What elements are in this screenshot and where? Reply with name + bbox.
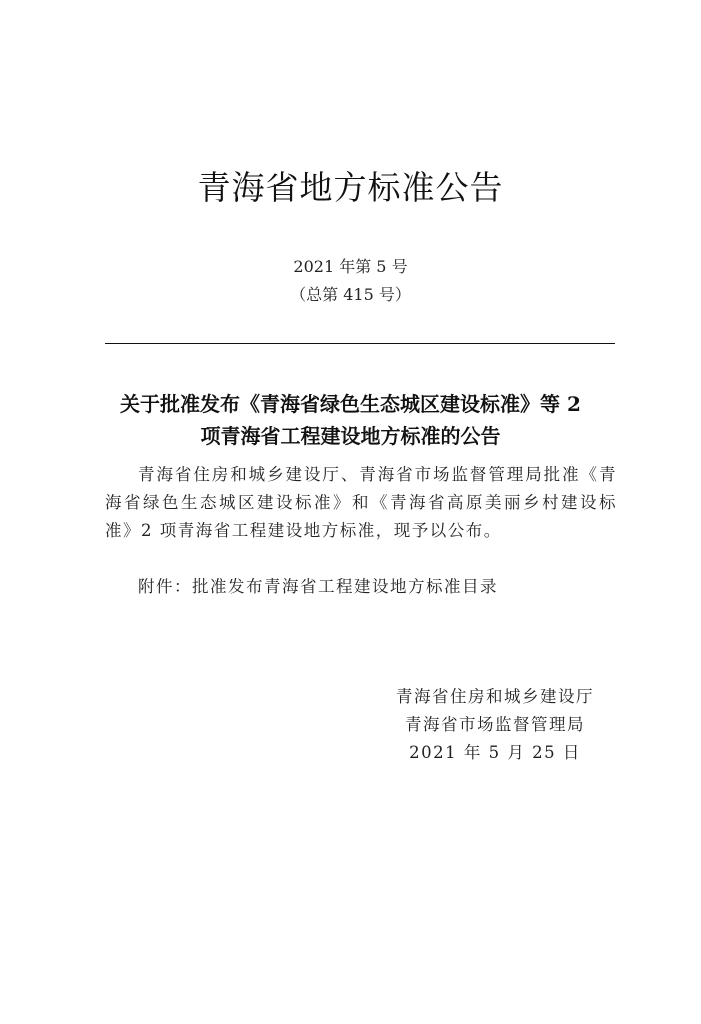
page-title: 青海省地方标准公告 [197, 168, 504, 207]
issue-total-number: （总第 415 号） [290, 285, 411, 304]
issue-date: 2021 年 5 月 25 日 [409, 743, 581, 762]
attachment-line: 附件：批准发布青海省工程建设地方标准目录 [138, 577, 498, 596]
issuer-housing-department: 青海省住房和城乡建设厅 [396, 687, 594, 706]
signature-block [380, 683, 610, 767]
notice-body: 青海省住房和城乡建设厅、青海省市场监督管理局批准《青海省绿色生态城区建设标准》和《青海省高原美丽乡村建设标准》2 项青海省工程建设地方标准，现予以公布。 [105, 465, 617, 540]
notice-title: 关于批准发布《青海省绿色生态城区建设标准》等 2 项青海省工程建设地方标准的公告 [120, 392, 581, 448]
issue-number: 2021 年第 5 号 [293, 257, 408, 276]
issuer-market-regulation: 青海省市场监督管理局 [405, 715, 585, 734]
header-divider [105, 343, 615, 344]
